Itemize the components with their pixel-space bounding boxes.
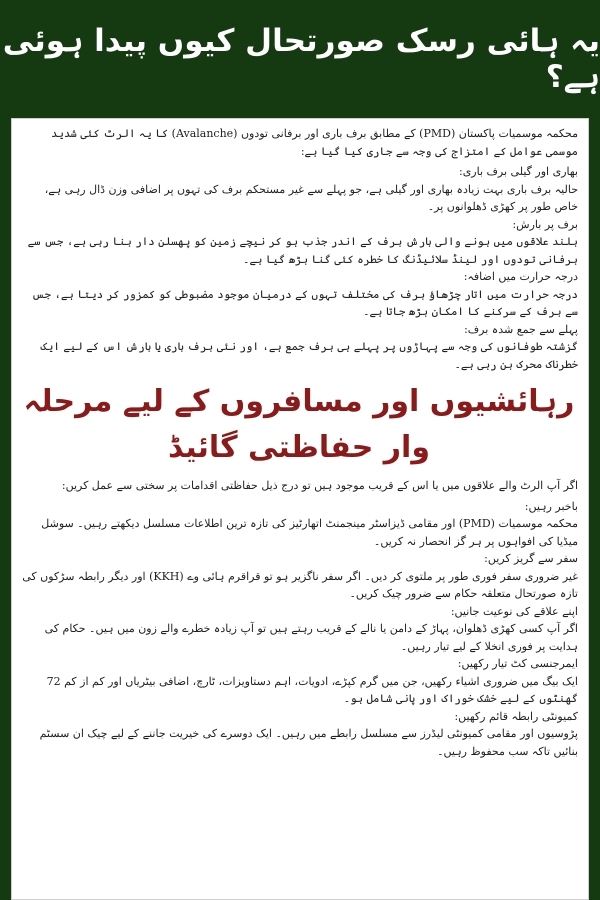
page-title: یہ ہائی رسک صورتحال کیوں پیدا ہوئی ہے؟ [2,23,600,95]
step-text: غیر ضروری سفر فوری طور پر ملتوی کر دیں۔ اگر سفر ناگزیر ہو تو قراقرم ہائی وے (KKH) اور دیگر رابطہ سڑکوں کی تازہ صورتحال متعلقہ حکام سے ضرور چیک کریں۔ [22,569,578,600]
step-text: اگر آپ کسی کھڑی ڈھلوان، پہاڑ کے دامن یا نالے کے قریب رہتے ہیں تو آپ زیادہ خطرے والے زون میں ہیں۔ حکام کی ہدایت پر فوری انخلا کے لیے تیار رہیں۔ [44,622,578,653]
cause-text: گزشتہ طوفانوں کی وجہ سے پہاڑوں پر پہلے ہی برف جمع ہے، اور نئی برف باری یا بارش اس کے لیے ایک خطرناک محرک بن رہی ہے۔ [40,340,578,371]
cause-text: حالیہ برف باری بہت زیادہ بھاری اور گیلی ہے، جو پہلے سے غیر مستحکم برف کی تہوں پر اضافی وزن ڈال رہی ہے، خاص طور پر کھڑی ڈھلوانوں پر۔ [44,182,578,213]
cause-heading: درجہ حرارت میں اضافہ: [463,270,578,283]
step-heading: باخبر رہیں: [524,499,578,513]
article-card [11,118,589,900]
intro-paragraph: محکمہ موسمیات پاکستان (PMD) کے مطابق برف باری اور برفانی تودوں (Avalanche) کا یہ الرٹ کئی شدید موسمی عوامل کے امتزاج کی وجہ سے جاری کیا گیا ہے: [51,127,578,158]
cause-heading: پہلے سے جمع شدہ برف: [464,322,578,336]
step-text: محکمہ موسمیات (PMD) اور مقامی ڈیزاسٹر مینجمنٹ اتھارٹیز کی تازہ ترین اطلاعات مسلسل دیکھتے رہیں۔ سوشل میڈیا کی افواہوں پر ہر گز انحصار نہ کریں۔ [41,517,578,548]
step-text: پڑوسیوں اور مقامی کمیونٹی لیڈرز سے مسلسل رابطے میں رہیں۔ ایک دوسرے کی خیریت جاننے کے لیے چیک ان سسٹم بنائیں تاکہ سب محفوظ رہیں۔ [39,727,578,758]
cause-text: بلند علاقوں میں ہونے والی بارش برف کے اندر جذب ہو کر نیچے زمین کو پھسلن دار بنا رہی ہے، جس سے برفانی تودوں اور لینڈ سلائیڈنگ کا خطرہ کئی گنا بڑھ گیا ہے۔ [27,235,578,266]
cause-heading: بھاری اور گیلی برف باری: [458,165,578,178]
cause-heading: برف پر بارش: [512,217,578,231]
causes-section [20,163,578,373]
step-text: ایک بیگ میں ضروری اشیاء رکھیں، جن میں گرم کپڑے، ادویات، اہم دستاویزات، ٹارچ، اضافی بیٹریاں اور کم از کم 72 گھنٹوں کے لیے خشک خوراک اور پانی شامل ہو۔ [46,674,578,705]
step-heading: اپنے علاقے کی نوعیت جانیں: [450,604,578,618]
guide-title: رہائشیوں اور مسافروں کے لیے مرحلہ وار حفاظتی گائیڈ [23,384,575,465]
guide-intro: اگر آپ الرٹ والے علاقوں میں یا اس کے قریب موجود ہیں تو درج ذیل حفاظتی اقدامات پر سختی سے عمل کریں: [61,479,578,492]
step-heading: سفر سے گریز کریں: [484,552,578,565]
cause-text: درجہ حرارت میں اتار چڑھاؤ برف کی مختلف تہوں کے درمیان موجود مضبوطی کو کمزور کر دیتا ہے، جس سے برف کے سرکنے کا امکان بڑھ جاتا ہے۔ [31,287,578,318]
header-banner [0,0,600,118]
step-heading: کمیونٹی رابطہ قائم رکھیں: [454,709,578,723]
step-heading: ایمرجنسی کٹ تیار رکھیں: [457,657,578,670]
guide-steps [20,498,578,761]
